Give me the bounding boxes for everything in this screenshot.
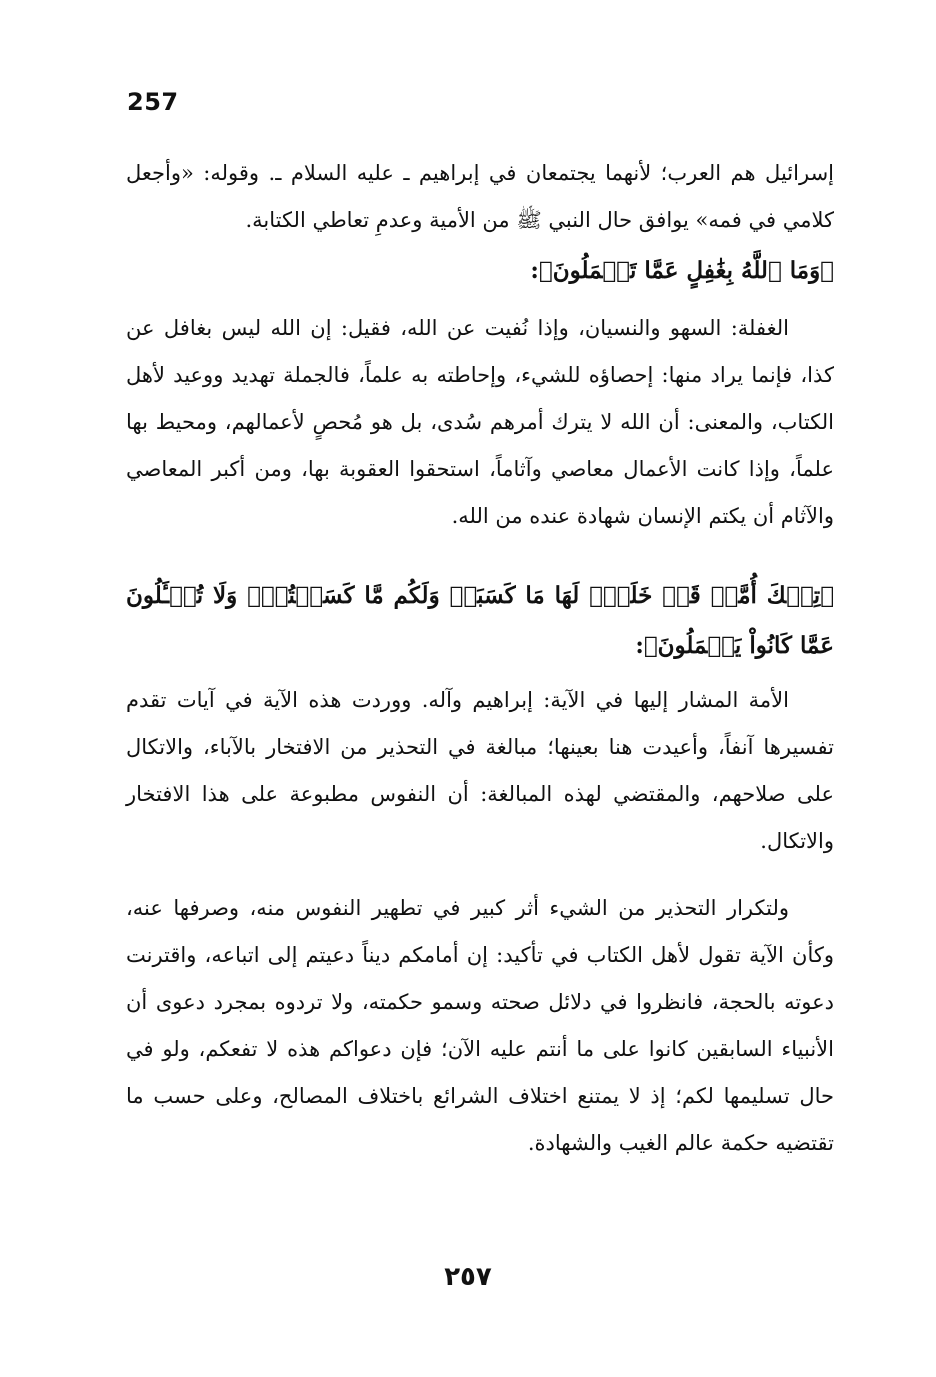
- page-number-bottom: ٢٥٧: [444, 1262, 492, 1292]
- paragraph-4: [126, 885, 834, 1167]
- paragraph-2: [126, 305, 834, 540]
- paragraph-3-text: الأمة المشار إليها في الآية: إبراهيم وآله. ووردت هذه الآية في آيات تقدم تفسيرها آنفاً، وأعيدت هنا بعينها؛ مبالغة في التحذير من الافتخار بالآباء، والاتكال على صلاحهم، والمقتضي لهذه المبالغة: أن النفوس مطبوعة على هذا الافتخار والاتكال.: [126, 688, 834, 853]
- verse-1: [126, 246, 834, 296]
- verse-2-text: ﴿تِلۡكَ أُمَّةٞ قَدۡ خَلَتۡۖ لَهَا مَا كَسَبَتۡ وَلَكُم مَّا كَسَبۡتُمۡۖ وَلَا تُسۡـَٔلُونَ عَمَّا كَانُواْ يَعۡمَلُونَ﴾:: [126, 582, 834, 659]
- verse-2: [126, 571, 834, 671]
- page-number-top: 257: [127, 88, 179, 116]
- verse-1-text: ﴿وَمَا ٱللَّهُ بِغَٰفِلٍ عَمَّا تَعۡمَلُونَ﴾:: [530, 257, 834, 284]
- paragraph-3: [126, 677, 834, 865]
- paragraph-1-text: إسرائيل هم العرب؛ لأنهما يجتمعان في إبراهيم ـ عليه السلام ـ. وقوله: «وأجعل كلامي في فمه» يوافق حال النبي ﷺ من الأمية وعدمِ تعاطي الكتابة.: [126, 161, 834, 232]
- paragraph-2-text: الغفلة: السهو والنسيان، وإذا نُفيت عن الله، فقيل: إن الله ليس بغافل عن كذا، فإنما يراد منها: إحصاؤه للشيء، وإحاطته به علماً، فالجملة تهديد ووعيد لأهل الكتاب، والمعنى: أن الله لا يترك أمرهم سُدى، بل هو مُحصٍ لأعمالهم، ومحيط بها علماً، وإذا كانت الأعمال معاصي وآثاماً، استحقوا العقوبة بها، ومن أكبر المعاصي والآثام أن يكتم الإنسان شهادة عنده من الله.: [126, 316, 834, 528]
- paragraph-1: [126, 150, 834, 244]
- paragraph-4-text: ولتكرار التحذير من الشيء أثر كبير في تطهير النفوس منه، وصرفها عنه، وكأن الآية تقول لأهل الكتاب في تأكيد: إن أمامكم ديناً دعيتم إلى اتباعه، واقترنت دعوته بالحجة، فانظروا في دلائل صحته وسمو حكمته، ولا تردوه بمجرد دعوى أن الأنبياء السابقين كانوا على ما أنتم عليه الآن؛ فإن دعواكم هذه لا تفعكم، ولو في حال تسليمها لكم؛ إذ لا يمتنع اختلاف الشرائع باختلاف المصالح، وعلى حسب ما تقتضيه حكمة عالم الغيب والشهادة.: [126, 896, 834, 1155]
